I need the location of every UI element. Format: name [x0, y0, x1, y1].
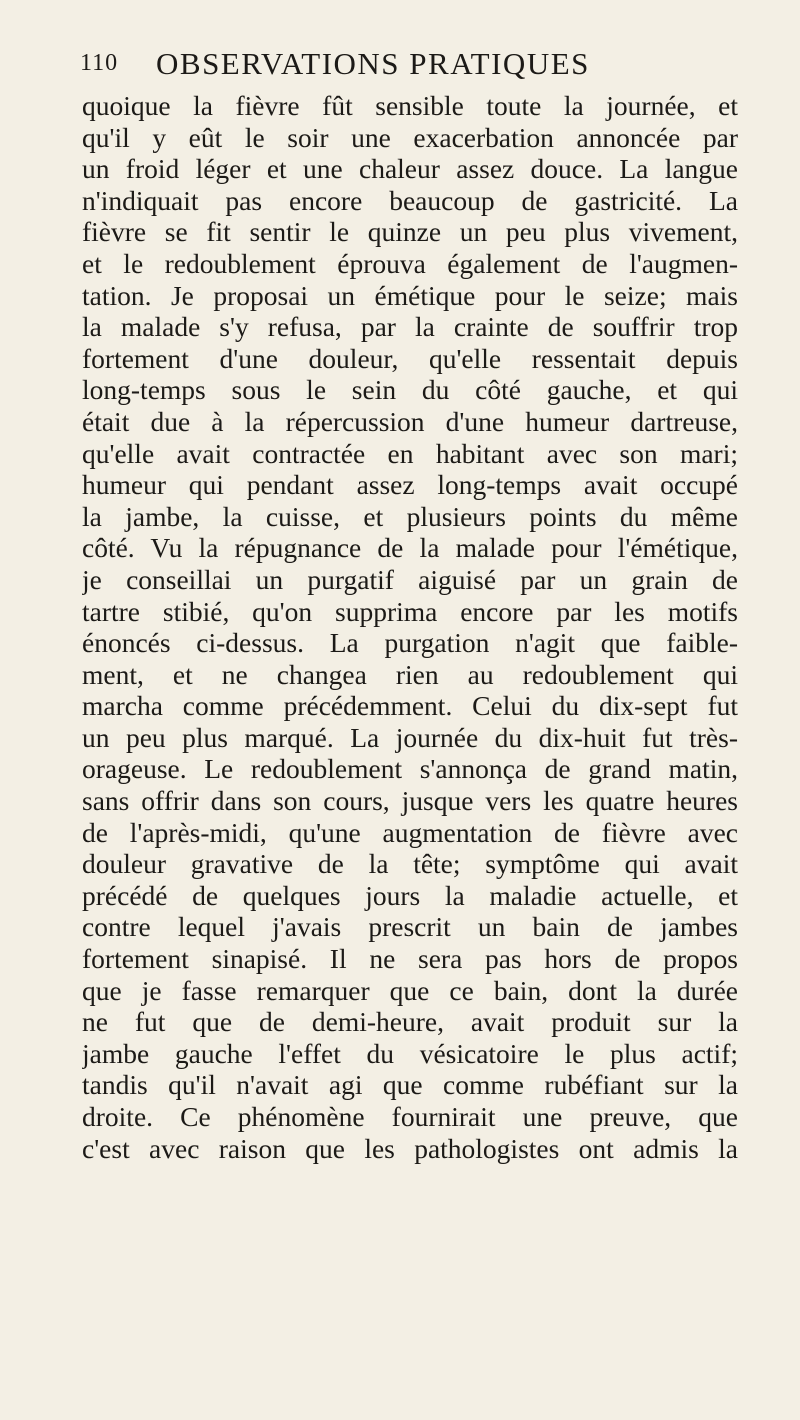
text-line: la malade s'y refusa, par la crainte de souffrir trop — [82, 311, 738, 343]
text-line: contre lequel j'avais prescrit un bain de jambes — [82, 911, 738, 943]
text-line: qu'il y eût le soir une exacerbation annoncée par — [82, 121, 738, 153]
text-line: fièvre se fit sentir le quinze un peu plus vivement, — [82, 216, 738, 248]
text-line: un peu plus marqué. La journée du dix-huit fut très- — [82, 721, 738, 753]
running-title: OBSERVATIONS PRATIQUES — [156, 46, 590, 81]
text-line: de l'après-midi, qu'une augmentation de fièvre avec — [82, 816, 738, 848]
text-line: tation. Je proposai un émétique pour le seize; mais — [82, 279, 738, 311]
text-line: c'est avec raison que les pathologistes ont admis la — [82, 1132, 738, 1164]
text-line: côté. Vu la répugnance de la malade pour l'émétique, — [82, 532, 738, 564]
text-line: tartre stibié, qu'on supprima encore par les motifs — [82, 595, 738, 627]
text-line: humeur qui pendant assez long-temps avait occupé — [82, 469, 738, 501]
text-line: précédé de quelques jours la maladie actuelle, et — [82, 879, 738, 911]
text-line: jambe gauche l'effet du vésicatoire le plus actif; — [82, 1037, 738, 1069]
text-line: fortement d'une douleur, qu'elle ressentait depuis — [82, 342, 738, 374]
text-line: énoncés ci-dessus. La purgation n'agit que faible- — [82, 627, 738, 659]
text-line: long-temps sous le sein du côté gauche, et qui — [82, 374, 738, 406]
text-line: était due à la répercussion d'une humeur dartreuse, — [82, 405, 738, 437]
text-line: droite. Ce phénomène fournirait une preuve, que — [82, 1101, 738, 1132]
text-line: et le redoublement éprouva également de l'augmen- — [82, 247, 738, 279]
text-line: je conseillai un purgatif aiguisé par un grain de — [82, 563, 738, 595]
body-text — [82, 90, 738, 1164]
text-line: que je fasse remarquer que ce bain, dont la durée — [82, 974, 738, 1006]
page-number: 110 — [80, 50, 119, 76]
text-line: ne fut que de demi-heure, avait produit sur la — [82, 1006, 738, 1038]
text-line: tandis qu'il n'avait agi que comme rubéfiant sur la — [82, 1069, 738, 1101]
text-line: n'indiquait pas encore beaucoup de gastricité. La — [82, 184, 738, 216]
text-line: qu'elle avait contractée en habitant avec son mari; — [82, 437, 738, 469]
text-line: un froid léger et une chaleur assez douce. La langue — [82, 153, 738, 185]
text-line: fortement sinapisé. Il ne sera pas hors de propos — [82, 943, 738, 975]
text-line: ment, et ne changea rien au redoublement qui — [82, 658, 738, 690]
text-line: marcha comme précédemment. Celui du dix-sept fut — [82, 690, 738, 722]
text-line: orageuse. Le redoublement s'annonça de grand matin, — [82, 753, 738, 785]
text-line: quoique la fièvre fût sensible toute la journée, et — [82, 90, 738, 121]
text-line: douleur gravative de la tête; symptôme qui avait — [82, 848, 738, 880]
text-line: la jambe, la cuisse, et plusieurs points du même — [82, 500, 738, 532]
text-line: sans offrir dans son cours, jusque vers les quatre heures — [82, 785, 738, 817]
running-head — [80, 46, 740, 86]
